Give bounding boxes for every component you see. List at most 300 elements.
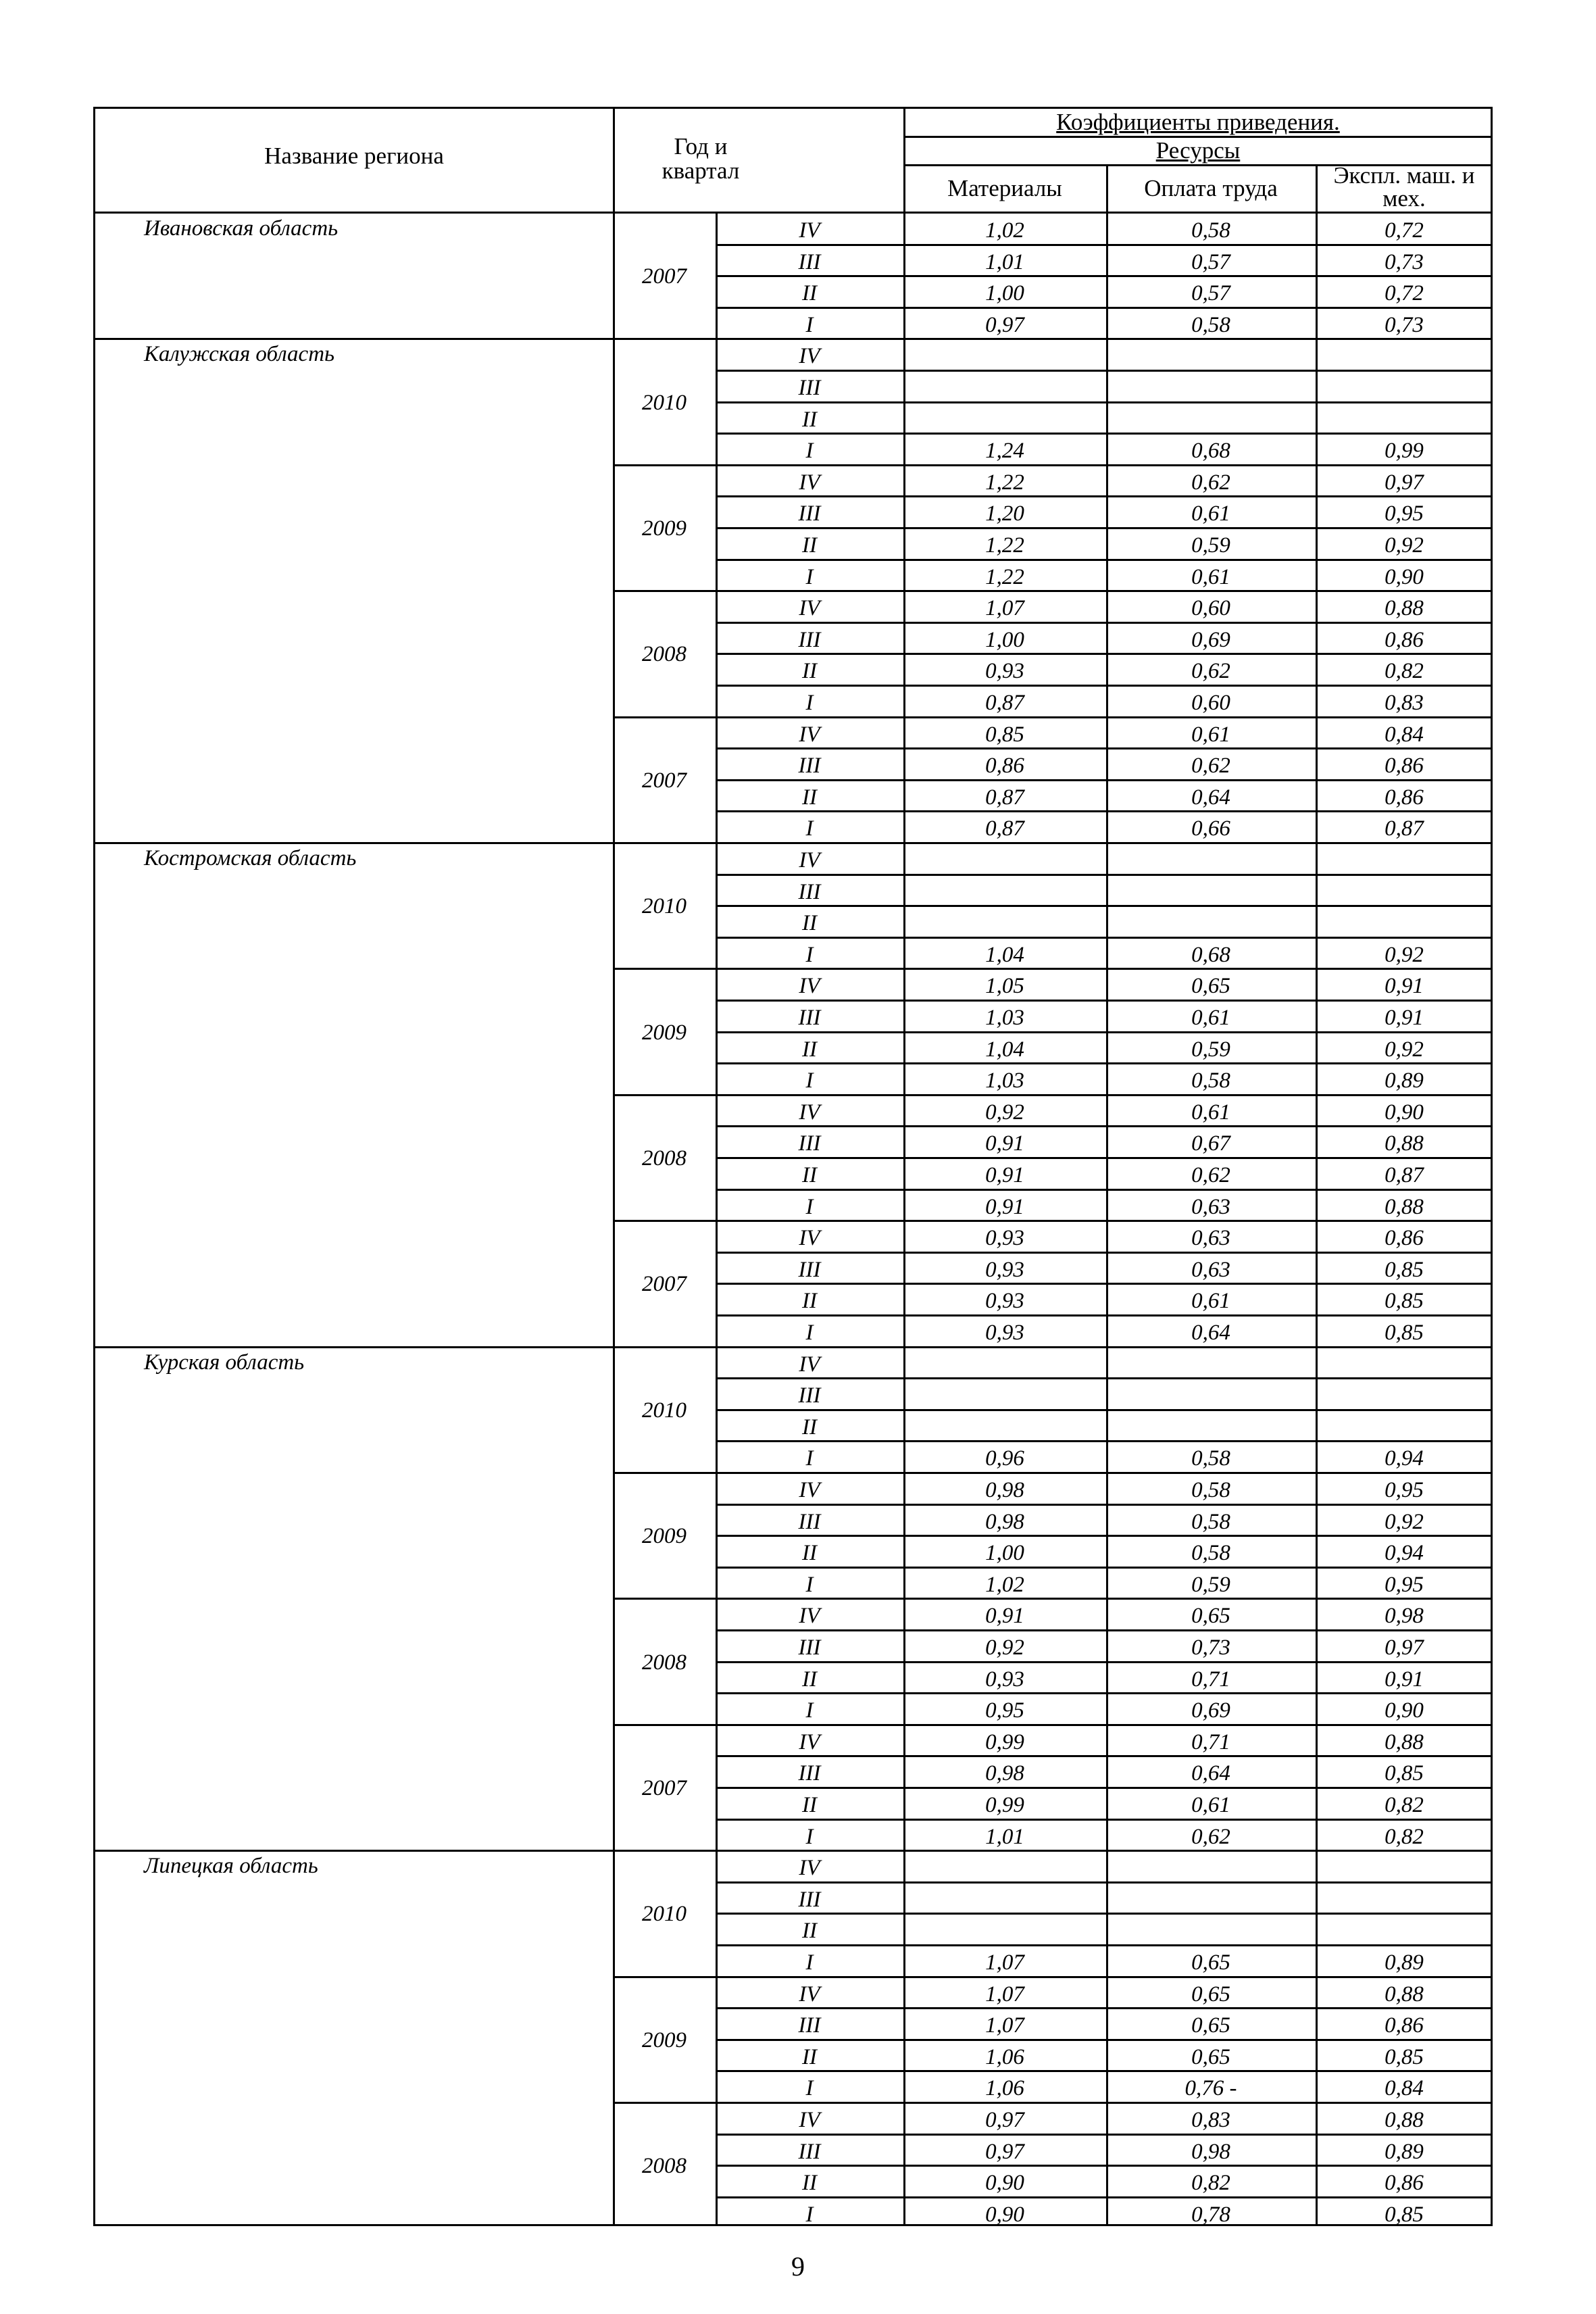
materials-cell: 1,01	[985, 249, 1024, 274]
quarter-cell: IV	[799, 1478, 820, 1502]
row-line	[716, 370, 1493, 372]
header-region: Название региона	[264, 143, 444, 169]
year-label: 2008	[642, 642, 687, 667]
quarter-cell: IV	[799, 1981, 820, 2007]
machines-cell: 0,72	[1385, 218, 1424, 243]
machines-cell: 0,88	[1385, 2108, 1424, 2132]
labor-cell: 0,65	[1191, 2044, 1230, 2069]
machines-cell: 0,91	[1385, 974, 1424, 999]
labor-cell: 0,71	[1191, 1667, 1230, 1692]
materials-cell: 0,93	[985, 1321, 1024, 1345]
quarter-cell: I	[805, 816, 814, 841]
row-line	[716, 685, 1493, 687]
materials-cell: 1,00	[985, 1541, 1024, 1566]
labor-cell: 0,71	[1191, 1729, 1230, 1754]
machines-cell: 0,83	[1385, 691, 1424, 715]
header-resources: Ресурсы	[1155, 137, 1241, 164]
labor-cell: 0,64	[1191, 785, 1230, 810]
machines-cell: 0,86	[1385, 627, 1424, 652]
year-separator	[613, 1220, 1493, 1222]
region-name: Костромская область	[144, 846, 357, 870]
machines-cell: 0,86	[1385, 1226, 1424, 1251]
quarter-cell: II	[802, 1667, 817, 1692]
row-line	[716, 2007, 1493, 2009]
labor-cell: 0,61	[1191, 1793, 1230, 1817]
row-line	[716, 1031, 1493, 1033]
row-line	[716, 1629, 1493, 1631]
quarter-cell: IV	[799, 722, 820, 747]
quarter-cell: IV	[799, 218, 820, 243]
labor-cell: 0,69	[1191, 627, 1230, 652]
machines-cell: 0,95	[1385, 1478, 1424, 1502]
quarter-cell: I	[805, 1321, 814, 1345]
materials-cell: 1,06	[985, 2044, 1024, 2069]
materials-cell: 1,20	[985, 501, 1024, 526]
machines-cell: 0,92	[1385, 942, 1424, 967]
row-line	[716, 307, 1493, 309]
labor-cell: 0,64	[1191, 1321, 1230, 1345]
row-line	[716, 433, 1493, 435]
quarter-cell: I	[805, 312, 814, 337]
quarter-cell: I	[805, 2076, 814, 2101]
year-label: 2010	[642, 1902, 687, 1927]
labor-cell: 0,64	[1191, 1761, 1230, 1786]
machines-cell: 0,90	[1385, 1698, 1424, 1723]
machines-cell: 0,85	[1385, 1257, 1424, 1282]
materials-cell: 0,98	[985, 1478, 1024, 1502]
row-line	[716, 1692, 1493, 1694]
quarter-cell: III	[798, 2013, 821, 2038]
row-line	[716, 1062, 1493, 1064]
quarter-cell: II	[802, 1163, 817, 1187]
year-separator	[613, 1094, 1493, 1096]
row-line	[716, 1189, 1493, 1191]
quarter-cell: IV	[799, 1352, 820, 1377]
labor-cell: 0,63	[1191, 1257, 1230, 1282]
machines-cell: 0,89	[1385, 2139, 1424, 2164]
materials-cell: 0,93	[985, 1289, 1024, 1314]
labor-cell: 0,57	[1191, 281, 1230, 306]
labor-cell: 0,65	[1191, 1604, 1230, 1629]
year-label: 2010	[642, 1398, 687, 1423]
materials-cell: 1,04	[985, 1037, 1024, 1062]
row-line	[716, 275, 1493, 277]
machines-cell: 0,97	[1385, 470, 1424, 495]
row-line	[716, 622, 1493, 624]
machines-cell: 0,89	[1385, 1950, 1424, 1975]
row-line	[716, 401, 1493, 403]
row-line	[716, 1535, 1493, 1537]
row-line	[716, 874, 1493, 876]
materials-cell: 0,87	[985, 785, 1024, 810]
labor-cell: 0,65	[1191, 2013, 1230, 2038]
coefficients-table	[93, 107, 1493, 2226]
quarter-cell: I	[805, 1446, 814, 1471]
materials-cell: 1,04	[985, 942, 1024, 967]
labor-cell: 0,57	[1191, 249, 1230, 274]
labor-cell: 0,61	[1191, 1100, 1230, 1125]
materials-cell: 0,87	[985, 816, 1024, 841]
materials-cell: 0,86	[985, 754, 1024, 779]
quarter-cell: III	[798, 249, 821, 274]
row-line	[716, 1504, 1493, 1506]
labor-cell: 0,62	[1191, 1824, 1230, 1849]
quarter-cell: I	[805, 1698, 814, 1723]
region-name: Курская область	[144, 1350, 305, 1375]
row-line	[716, 1157, 1493, 1159]
header-period: Год и квартал	[662, 133, 740, 184]
machines-cell: 0,89	[1385, 1068, 1424, 1093]
quarter-cell: II	[802, 1037, 817, 1062]
row-line	[716, 1819, 1493, 1821]
quarter-cell: IV	[799, 1226, 820, 1251]
row-line	[716, 1000, 1493, 1002]
quarter-cell: III	[798, 627, 821, 652]
quarter-cell: III	[798, 1887, 821, 1912]
row-line	[716, 2196, 1493, 2198]
machines-cell: 0,85	[1385, 1761, 1424, 1786]
materials-cell: 0,97	[985, 2108, 1024, 2132]
labor-cell: 0,68	[1191, 942, 1230, 967]
machines-cell: 0,85	[1385, 1289, 1424, 1314]
quarter-cell: I	[805, 1194, 814, 1219]
quarter-cell: III	[798, 2139, 821, 2164]
year-label: 2009	[642, 1524, 687, 1549]
labor-cell: 0,65	[1191, 1981, 1230, 2007]
row-line	[716, 653, 1493, 655]
machines-cell: 0,86	[1385, 2171, 1424, 2196]
materials-cell: 1,22	[985, 564, 1024, 589]
quarter-cell: IV	[799, 1729, 820, 1754]
labor-cell: 0,98	[1191, 2139, 1230, 2164]
region-separator	[95, 1850, 1493, 1852]
materials-cell: 1,02	[985, 218, 1024, 243]
machines-cell: 0,88	[1385, 1131, 1424, 1156]
row-line	[716, 2070, 1493, 2072]
machines-cell: 0,88	[1385, 1729, 1424, 1754]
quarter-cell: II	[802, 2044, 817, 2069]
machines-cell: 0,85	[1385, 2044, 1424, 2069]
labor-cell: 0,60	[1191, 596, 1230, 621]
quarter-cell: II	[802, 2171, 817, 2196]
labor-cell: 0,82	[1191, 2171, 1230, 2196]
machines-cell: 0,90	[1385, 1100, 1424, 1125]
labor-cell: 0,62	[1191, 1163, 1230, 1187]
year-label: 2008	[642, 1146, 687, 1171]
quarter-cell: IV	[799, 344, 820, 369]
year-label: 2007	[642, 1272, 687, 1297]
year-label: 2010	[642, 894, 687, 919]
materials-cell: 0,98	[985, 1761, 1024, 1786]
quarter-cell: III	[798, 1257, 821, 1282]
year-separator	[613, 716, 1493, 718]
labor-cell: 0,60	[1191, 691, 1230, 715]
labor-cell: 0,58	[1191, 218, 1230, 243]
labor-cell: 0,58	[1191, 1446, 1230, 1471]
materials-cell: 0,98	[985, 1509, 1024, 1534]
machines-cell: 0,85	[1385, 1321, 1424, 1345]
quarter-cell: II	[802, 1793, 817, 1817]
year-separator	[613, 1598, 1493, 1600]
labor-cell: 0,61	[1191, 564, 1230, 589]
materials-cell: 0,93	[985, 1226, 1024, 1251]
header-bottom-line	[95, 212, 1493, 214]
labor-cell: 0,59	[1191, 533, 1230, 558]
labor-cell: 0,59	[1191, 1572, 1230, 1597]
materials-cell: 0,97	[985, 2139, 1024, 2164]
year-label: 2008	[642, 2154, 687, 2179]
machines-cell: 0,82	[1385, 659, 1424, 684]
machines-cell: 0,92	[1385, 533, 1424, 558]
quarter-cell: I	[805, 1572, 814, 1597]
year-label: 2007	[642, 1776, 687, 1800]
year-label: 2009	[642, 516, 687, 541]
quarter-cell: II	[802, 1541, 817, 1566]
machines-cell: 0,95	[1385, 501, 1424, 526]
quarter-cell: I	[805, 942, 814, 967]
quarter-cell: II	[802, 1289, 817, 1314]
quarter-cell: III	[798, 1761, 821, 1786]
quarter-cell: III	[798, 1131, 821, 1156]
machines-cell: 0,86	[1385, 754, 1424, 779]
materials-cell: 1,07	[985, 2013, 1024, 2038]
region-name: Липецкая область	[144, 1854, 318, 1879]
materials-cell: 0,87	[985, 691, 1024, 715]
quarter-cell: III	[798, 1006, 821, 1030]
row-line	[716, 2039, 1493, 2041]
labor-cell: 0,58	[1191, 1068, 1230, 1093]
header-line-resources	[903, 164, 1493, 166]
labor-cell: 0,67	[1191, 1131, 1230, 1156]
region-name: Ивановская область	[144, 216, 339, 241]
quarter-cell: IV	[799, 974, 820, 999]
quarter-cell: IV	[799, 470, 820, 495]
row-line	[716, 1881, 1493, 1884]
labor-cell: 0,62	[1191, 659, 1230, 684]
row-line	[716, 1567, 1493, 1569]
labor-cell: 0,61	[1191, 1289, 1230, 1314]
year-label: 2008	[642, 1650, 687, 1675]
machines-cell: 0,94	[1385, 1541, 1424, 1566]
quarter-cell: II	[802, 659, 817, 684]
header-machines: Экспл. маш. и мех.	[1333, 162, 1475, 212]
row-line	[716, 244, 1493, 246]
quarter-cell: III	[798, 1635, 821, 1660]
materials-cell: 0,92	[985, 1635, 1024, 1660]
row-line	[716, 1787, 1493, 1789]
materials-cell: 0,91	[985, 1131, 1024, 1156]
labor-cell: 0,61	[1191, 1006, 1230, 1030]
labor-cell: 0,58	[1191, 1509, 1230, 1534]
materials-cell: 0,93	[985, 1257, 1024, 1282]
machines-cell: 0,84	[1385, 2076, 1424, 2101]
machines-cell: 0,82	[1385, 1824, 1424, 1849]
materials-cell: 0,91	[985, 1163, 1024, 1187]
region-separator	[95, 338, 1493, 340]
materials-cell: 1,07	[985, 1950, 1024, 1975]
row-line	[716, 1252, 1493, 1254]
machines-cell: 0,91	[1385, 1667, 1424, 1692]
labor-cell: 0,59	[1191, 1037, 1230, 1062]
row-line	[716, 1755, 1493, 1757]
machines-cell: 0,94	[1385, 1446, 1424, 1471]
year-label: 2010	[642, 390, 687, 415]
header-coefficients-title: Коэффициенты приведения.	[1056, 109, 1340, 135]
materials-cell: 0,93	[985, 1667, 1024, 1692]
labor-cell: 0,78	[1191, 2202, 1230, 2227]
labor-cell: 0,58	[1191, 1478, 1230, 1502]
materials-cell: 1,01	[985, 1824, 1024, 1849]
year-separator	[613, 2102, 1493, 2104]
quarter-cell: III	[798, 1509, 821, 1534]
row-line	[716, 1944, 1493, 1946]
quarter-cell: II	[802, 785, 817, 810]
machines-cell: 0,92	[1385, 1509, 1424, 1534]
materials-cell: 1,24	[985, 439, 1024, 464]
materials-cell: 0,91	[985, 1604, 1024, 1629]
labor-cell: 0,66	[1191, 816, 1230, 841]
header-materials: Материалы	[947, 175, 1062, 201]
machines-cell: 0,88	[1385, 596, 1424, 621]
materials-cell: 0,99	[985, 1729, 1024, 1754]
materials-cell: 1,03	[985, 1068, 1024, 1093]
row-line	[716, 1409, 1493, 1411]
materials-cell: 0,96	[985, 1446, 1024, 1471]
labor-cell: 0,73	[1191, 1635, 1230, 1660]
row-line	[716, 1377, 1493, 1379]
materials-cell: 1,07	[985, 1981, 1024, 2007]
year-label: 2009	[642, 2027, 687, 2052]
machines-cell: 0,86	[1385, 785, 1424, 810]
header-line-coeff	[903, 136, 1493, 138]
labor-cell: 0,65	[1191, 974, 1230, 999]
machines-cell: 0,98	[1385, 1604, 1424, 1629]
quarter-cell: IV	[799, 1604, 820, 1629]
row-line	[716, 559, 1493, 561]
quarter-cell: IV	[799, 2108, 820, 2132]
year-separator	[613, 464, 1493, 466]
labor-cell: 0,61	[1191, 722, 1230, 747]
quarter-cell: II	[802, 1919, 817, 1944]
machines-cell: 0,87	[1385, 1163, 1424, 1187]
quarter-cell: II	[802, 407, 817, 432]
quarter-cell: IV	[799, 1856, 820, 1881]
materials-cell: 1,00	[985, 627, 1024, 652]
row-line	[716, 1440, 1493, 1442]
materials-cell: 1,00	[985, 281, 1024, 306]
materials-cell: 1,22	[985, 533, 1024, 558]
region-separator	[95, 1346, 1493, 1348]
row-line	[716, 1125, 1493, 1127]
machines-cell: 0,95	[1385, 1572, 1424, 1597]
machines-cell: 0,88	[1385, 1981, 1424, 2007]
quarter-cell: III	[798, 879, 821, 904]
row-line	[716, 779, 1493, 781]
year-label: 2007	[642, 264, 687, 289]
row-line	[716, 905, 1493, 907]
materials-cell: 1,05	[985, 974, 1024, 999]
labor-cell: 0,62	[1191, 470, 1230, 495]
machines-cell: 0,90	[1385, 564, 1424, 589]
row-line	[716, 1283, 1493, 1285]
labor-cell: 0,69	[1191, 1698, 1230, 1723]
quarter-cell: II	[802, 1414, 817, 1439]
machines-cell: 0,72	[1385, 281, 1424, 306]
year-separator	[613, 590, 1493, 592]
machines-cell: 0,91	[1385, 1006, 1424, 1030]
year-separator	[613, 1976, 1493, 1978]
machines-cell: 0,73	[1385, 249, 1424, 274]
labor-cell: 0,83	[1191, 2108, 1230, 2132]
quarter-cell: I	[805, 439, 814, 464]
quarter-cell: I	[805, 564, 814, 589]
row-line	[716, 1314, 1493, 1316]
labor-cell: 0,68	[1191, 439, 1230, 464]
quarter-cell: III	[798, 1383, 821, 1408]
materials-cell: 0,99	[985, 1793, 1024, 1817]
labor-cell: 0,62	[1191, 754, 1230, 779]
row-line	[716, 1913, 1493, 1915]
year-separator	[613, 1472, 1493, 1474]
machines-cell: 0,87	[1385, 816, 1424, 841]
machines-cell: 0,88	[1385, 1194, 1424, 1219]
region-name: Калужская область	[144, 342, 335, 367]
machines-cell: 0,92	[1385, 1037, 1424, 1062]
quarter-cell: I	[805, 1068, 814, 1093]
materials-cell: 0,90	[985, 2202, 1024, 2227]
quarter-cell: IV	[799, 1100, 820, 1125]
materials-cell: 1,22	[985, 470, 1024, 495]
materials-cell: 0,97	[985, 312, 1024, 337]
header-labor: Оплата труда	[1144, 175, 1278, 201]
machines-cell: 0,97	[1385, 1635, 1424, 1660]
materials-cell: 1,03	[985, 1006, 1024, 1030]
machines-cell: 0,85	[1385, 2202, 1424, 2227]
quarter-cell: III	[798, 501, 821, 526]
region-separator	[95, 842, 1493, 844]
materials-cell: 1,06	[985, 2076, 1024, 2101]
labor-cell: 0,61	[1191, 501, 1230, 526]
row-line	[716, 2134, 1493, 2136]
materials-cell: 0,93	[985, 659, 1024, 684]
materials-cell: 0,95	[985, 1698, 1024, 1723]
quarter-cell: I	[805, 2202, 814, 2227]
quarter-cell: I	[805, 691, 814, 715]
year-separator	[613, 968, 1493, 970]
year-label: 2009	[642, 1020, 687, 1045]
row-line	[716, 1661, 1493, 1663]
machines-cell: 0,84	[1385, 722, 1424, 747]
machines-cell: 0,99	[1385, 439, 1424, 464]
machines-cell: 0,86	[1385, 2013, 1424, 2038]
machines-cell: 0,73	[1385, 312, 1424, 337]
labor-cell: 0,65	[1191, 1950, 1230, 1975]
machines-cell: 0,82	[1385, 1793, 1424, 1817]
row-line	[716, 937, 1493, 939]
labor-cell: 0,76 -	[1184, 2076, 1237, 2101]
materials-cell: 1,07	[985, 596, 1024, 621]
row-line	[716, 810, 1493, 812]
quarter-cell: II	[802, 533, 817, 558]
materials-cell: 0,85	[985, 722, 1024, 747]
quarter-cell: I	[805, 1824, 814, 1849]
year-label: 2007	[642, 768, 687, 793]
quarter-cell: IV	[799, 848, 820, 872]
row-line	[716, 747, 1493, 749]
quarter-cell: II	[802, 911, 817, 936]
year-separator	[613, 1724, 1493, 1726]
row-line	[716, 527, 1493, 529]
